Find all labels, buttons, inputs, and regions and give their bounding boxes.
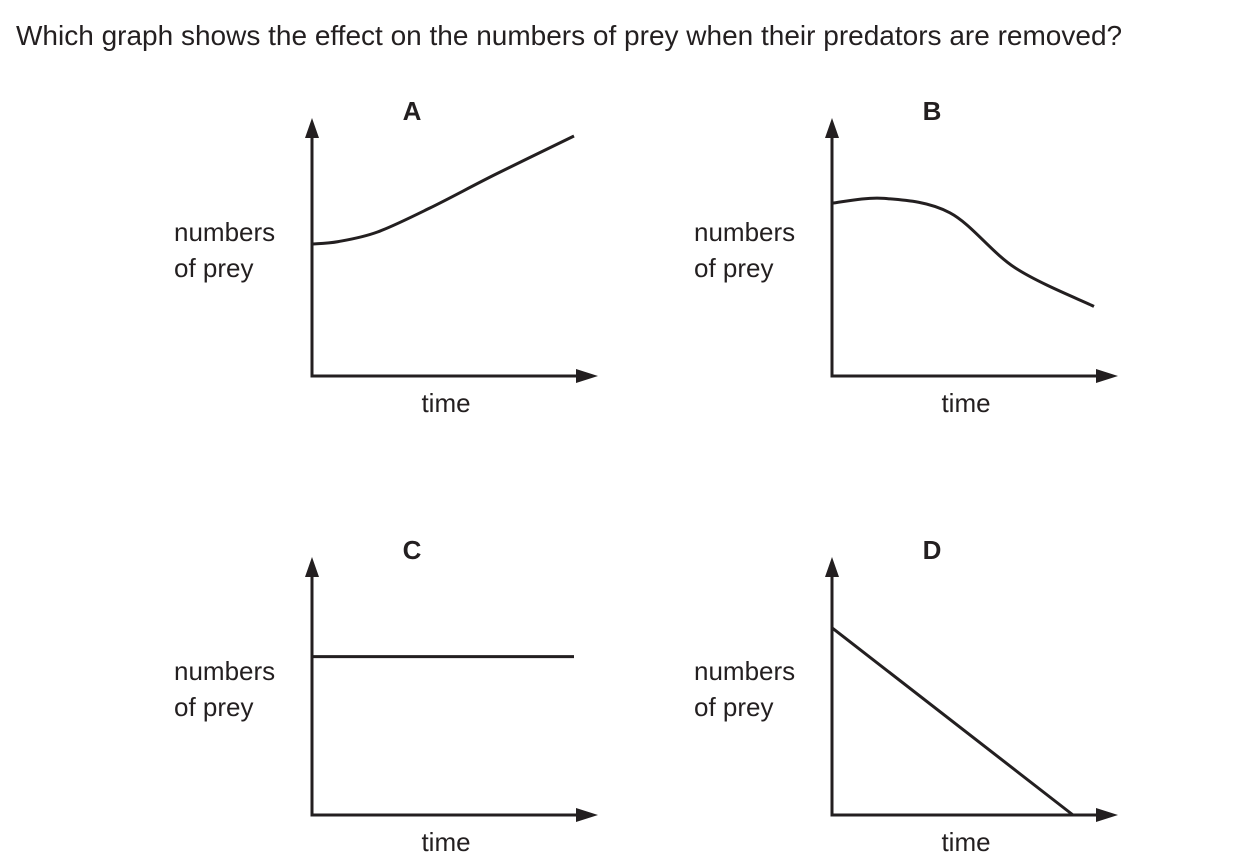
graph-b-y-axis-label-line2: of prey: [694, 253, 774, 283]
graph-a-x-axis-label: time: [421, 388, 471, 418]
graph-a-x-axis-arrow: [576, 369, 598, 383]
graph-a-y-axis-label-line2: of prey: [174, 253, 254, 283]
graph-c-y-axis-arrow: [305, 557, 319, 577]
graph-a-data-line: [312, 136, 574, 244]
graph-a: [174, 86, 634, 416]
graph-c-x-axis-label: time: [421, 827, 471, 857]
graph-d-data-line: [832, 628, 1073, 815]
question-text: Which graph shows the effect on the numbers of prey when their predators are removed?: [16, 20, 1123, 51]
graph-d-y-axis-label-line1: numbers: [694, 656, 796, 686]
graph-d: [694, 525, 1154, 855]
graph-b-data-line: [832, 198, 1094, 306]
graph-d-label: D: [922, 535, 942, 565]
graph-d-y-axis-label-line2: of prey: [694, 692, 774, 722]
graph-b-label: B: [922, 96, 942, 126]
graph-c: [174, 525, 634, 855]
graph-d-plot: [694, 525, 1154, 855]
graph-a-y-axis-label-line1: numbers: [174, 217, 276, 247]
graph-b-y-axis-arrow: [825, 118, 839, 138]
graph-a-y-axis-arrow: [305, 118, 319, 138]
graph-a-plot: [174, 86, 634, 416]
graph-a-label: A: [402, 96, 422, 126]
graph-b-y-axis-label-line1: numbers: [694, 217, 796, 247]
graph-c-x-axis-arrow: [576, 808, 598, 822]
graph-b-x-axis-arrow: [1096, 369, 1118, 383]
graph-d-x-axis-label: time: [941, 827, 991, 857]
graph-c-label: C: [402, 535, 422, 565]
graph-d-x-axis-arrow: [1096, 808, 1118, 822]
graph-c-y-axis-label-line2: of prey: [174, 692, 254, 722]
graph-b-plot: [694, 86, 1154, 416]
graph-b: [694, 86, 1154, 416]
graph-b-x-axis-label: time: [941, 388, 991, 418]
graph-d-y-axis-arrow: [825, 557, 839, 577]
graph-c-plot: [174, 525, 634, 855]
graph-c-y-axis-label-line1: numbers: [174, 656, 276, 686]
